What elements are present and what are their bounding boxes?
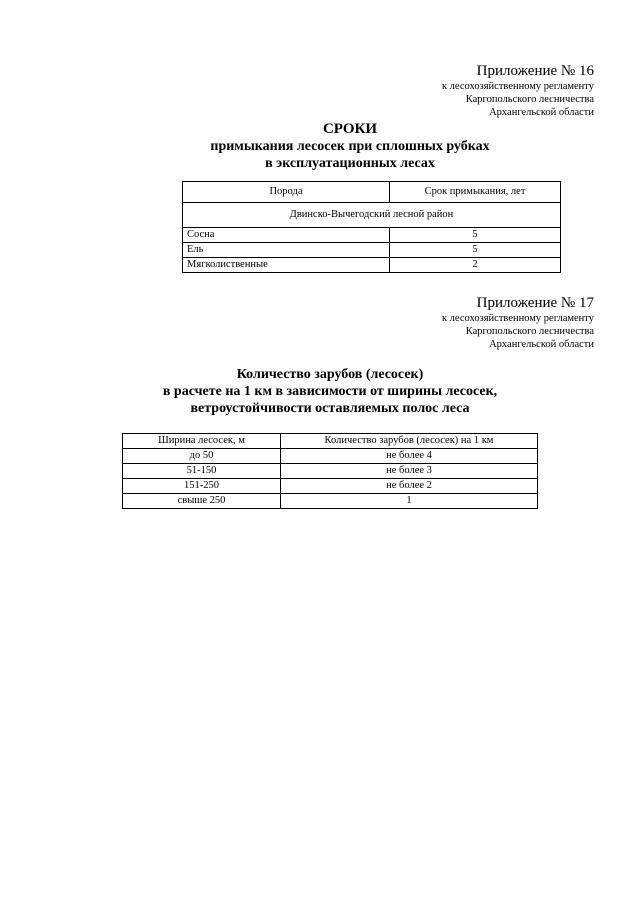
title-line: Количество зарубов (лесосек) [236,367,424,382]
cuts-count-table [122,433,538,509]
table-row [123,479,538,494]
appendix-16-header [442,62,594,119]
adjacency-table [182,181,561,273]
table-region-row [183,203,561,228]
title-line: в эксплуатационных лесах [265,156,435,171]
table-row [183,258,561,273]
width-cell: 151-250 [123,479,281,494]
title-line: СРОКИ [322,121,378,137]
title-line: в расчете на 1 км в зависимости от ширины лесосек, [162,384,498,399]
species-cell: Мягколиственные [183,258,390,273]
column-header: Ширина лесосек, м [123,434,281,449]
value-cell: 2 [390,258,561,273]
value-cell: 5 [390,243,561,258]
species-cell: Сосна [183,228,390,243]
table-row [183,228,561,243]
table-row [183,243,561,258]
species-cell: Ель [183,243,390,258]
count-cell: не более 4 [281,449,538,464]
appendix-line: Каргопольского лесничества [465,326,594,337]
appendix-number: Приложение № 16 [476,63,594,79]
title-line: примыкания лесосек при сплошных рубках [210,139,490,154]
width-cell: до 50 [123,449,281,464]
appendix-line: Архангельской области [489,339,594,350]
section-title [30,120,640,172]
column-header: Срок примыкания, лет [390,182,561,203]
count-cell: не более 2 [281,479,538,494]
region-cell: Двинско-Вычегодский лесной район [183,203,561,228]
count-cell: 1 [281,494,538,509]
appendix-number: Приложение № 17 [476,295,594,311]
value-cell: 5 [390,228,561,243]
column-header: Количество зарубов (лесосек) на 1 км [281,434,538,449]
section-title [10,366,640,417]
appendix-line: к лесохозяйственному регламенту [441,313,594,324]
count-cell: не более 3 [281,464,538,479]
width-cell: свыше 250 [123,494,281,509]
appendix-line: Архангельской области [489,107,594,118]
appendix-line: Каргопольского лесничества [465,94,594,105]
column-header: Порода [183,182,390,203]
appendix-line: к лесохозяйственному регламенту [441,81,594,92]
width-cell: 51-150 [123,464,281,479]
table-row [123,494,538,509]
appendix-17-header [442,294,594,351]
table-row [123,449,538,464]
title-line: ветроустойчивости оставляемых полос леса [190,401,470,416]
table-header-row [183,182,561,203]
table-header-row [123,434,538,449]
table-row [123,464,538,479]
